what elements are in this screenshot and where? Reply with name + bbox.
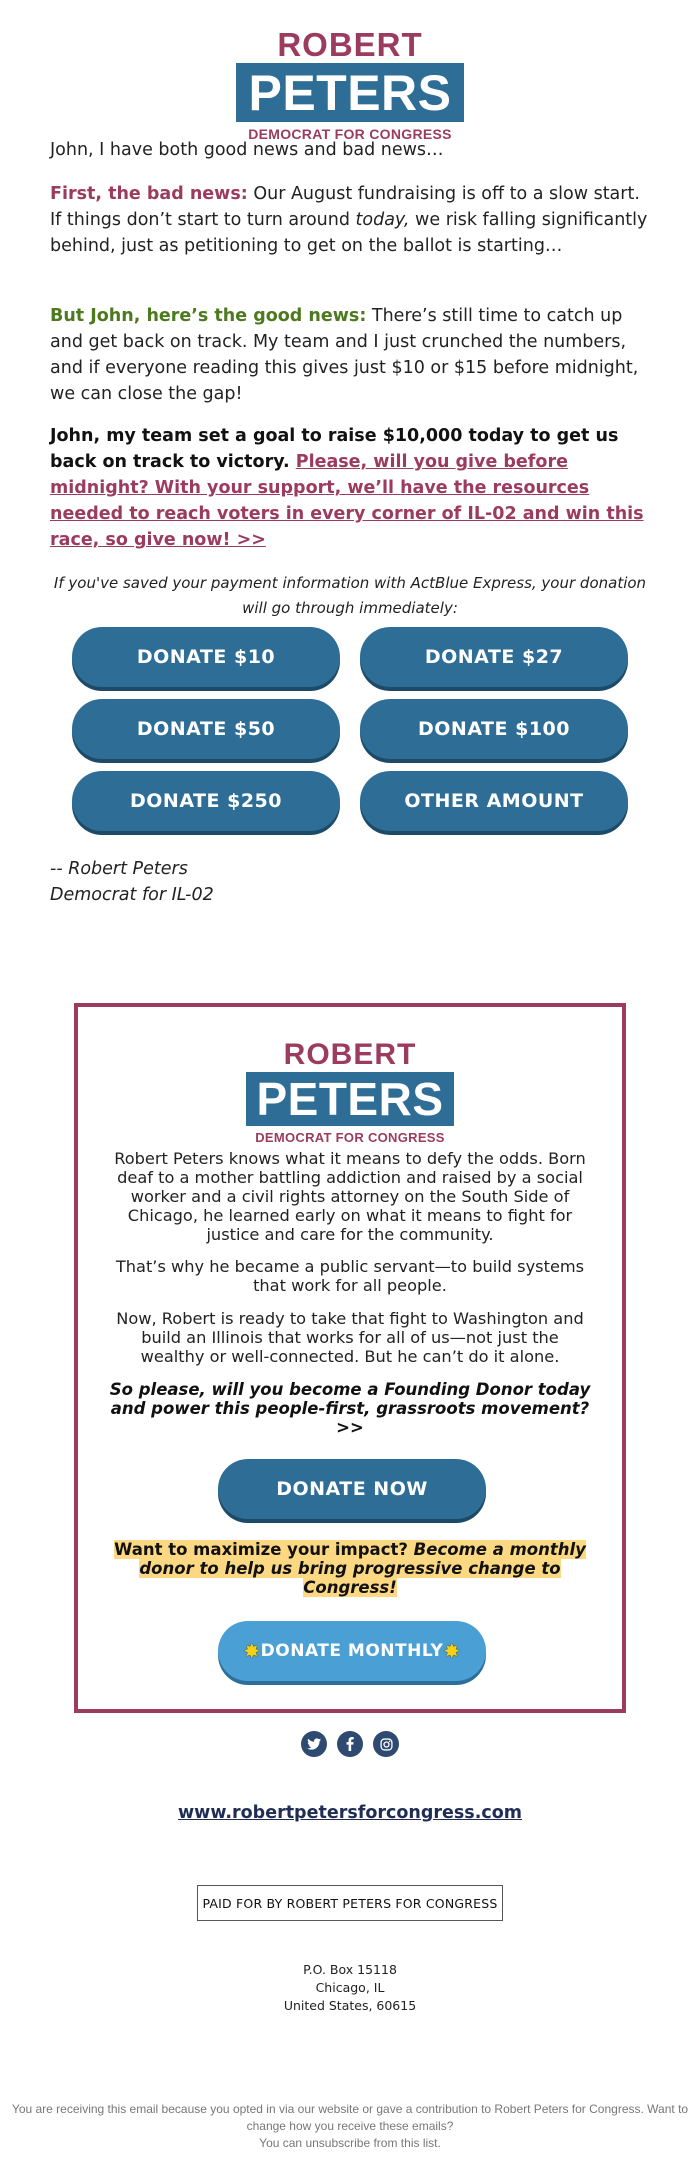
website-link[interactable]: www.robertpetersforcongress.com: [177, 1803, 522, 1823]
twitter-icon[interactable]: [301, 1731, 327, 1757]
bio-box: [74, 1003, 626, 1713]
logo-first-name: ROBERT: [283, 1038, 417, 1071]
good-news-label: But John, here’s the good news:: [50, 306, 367, 326]
donate-250-button[interactable]: DONATE $250: [72, 771, 340, 831]
other-amount-button[interactable]: OTHER AMOUNT: [360, 771, 628, 831]
bio-paragraph-3: Now, Robert is ready to take that fight to Washington and build an Illinois that works for all of us—not just the wealthy or well-connected. But he can’t do it alone.: [116, 1309, 584, 1366]
bad-news-today: today,: [355, 210, 410, 230]
impact-ask: Become a monthly donor to help us bring progressive change to Congress!: [139, 1540, 586, 1597]
actblue-express-note: If you've saved your payment information with ActBlue Express, your donation will go through immediately:: [53, 574, 647, 617]
address-line-2: Chicago, IL: [315, 1980, 385, 1995]
campaign-logo: [0, 28, 700, 141]
bad-news-paragraph: [50, 181, 650, 259]
mailing-address: [0, 1961, 700, 2015]
monthly-impact-text: [108, 1540, 592, 1597]
goal-paragraph: [50, 423, 650, 553]
donate-now-button[interactable]: DONATE NOW: [218, 1459, 486, 1519]
impact-question: Want to maximize your impact?: [114, 1540, 408, 1559]
goal-text: John, my team set a goal to raise $10,000 today to get us back on track to victory.: [50, 426, 619, 472]
donate-50-button[interactable]: DONATE $50: [72, 699, 340, 759]
starburst-icon: ✸: [443, 1639, 461, 1663]
logo-last-name: PETERS: [246, 1072, 453, 1126]
email-footer: [0, 2101, 700, 2152]
starburst-icon: ✸: [243, 1639, 261, 1663]
logo-tagline: DEMOCRAT FOR CONGRESS: [255, 1130, 445, 1145]
logo-first-name: ROBERT: [277, 26, 423, 63]
signature-title: Democrat for IL-02: [50, 885, 214, 905]
facebook-icon[interactable]: [337, 1731, 363, 1757]
optin-notice: You are receiving this email because you opted in via our website or gave a contribution to Robert Peters for Congress. Want to change how you receive these emails?: [11, 2102, 689, 2133]
donate-monthly-button[interactable]: [218, 1621, 486, 1681]
bad-news-text-1: Our August fundraising is off to a slow start. If things don’t start to turn around: [50, 184, 640, 230]
address-line-1: P.O. Box 15118: [303, 1962, 397, 1977]
donate-27-button[interactable]: DONATE $27: [360, 627, 628, 687]
good-news-paragraph: [50, 303, 650, 407]
good-news-text: There’s still time to catch up and get back on track. My team and I just crunched the numbers, and if everyone reading this gives just $10 or $15 before midnight, we can close the gap!: [50, 306, 639, 404]
donate-button-grid: [72, 627, 630, 831]
bad-news-text-2: we risk falling significantly behind, just as petitioning to get on the ballot is starting…: [50, 210, 648, 256]
signature-name: -- Robert Peters: [50, 859, 188, 879]
address-line-3: United States, 60615: [283, 1998, 417, 2013]
logo-last-name: PETERS: [236, 63, 463, 122]
founding-donor-ask: So please, will you become a Founding Donor today and power this people-first, grassroots movement? >>: [109, 1380, 591, 1437]
donate-monthly-label: DONATE MONTHLY: [260, 1641, 444, 1661]
donate-100-button[interactable]: DONATE $100: [360, 699, 628, 759]
logo-tagline: DEMOCRAT FOR CONGRESS: [248, 126, 452, 142]
social-links: [0, 1731, 700, 1757]
bio-paragraph-2: That’s why he became a public servant—to build systems that work for all people.: [115, 1257, 585, 1295]
paid-for-disclaimer: PAID FOR BY ROBERT PETERS FOR CONGRESS: [197, 1885, 503, 1921]
greeting: John, I have both good news and bad news…: [50, 140, 444, 160]
unsubscribe-link[interactable]: You can unsubscribe from this list.: [259, 2136, 441, 2150]
bio-paragraph-1: Robert Peters knows what it means to defy the odds. Born deaf to a mother battling addiction and raised by a social worker and a civil rights attorney on the South Side of Chicago, he learned early on what it means to fight for justice and care for the community.: [114, 1149, 586, 1244]
give-now-link[interactable]: Please, will you give before midnight? With your support, we’ll have the resources needed to reach voters in every corner of IL-02 and win this race, so give now! >>: [50, 452, 644, 550]
campaign-logo-secondary: [78, 1040, 622, 1144]
bad-news-label: First, the bad news:: [50, 184, 248, 204]
instagram-icon[interactable]: [373, 1731, 399, 1757]
signature: [50, 856, 214, 908]
donate-10-button[interactable]: DONATE $10: [72, 627, 340, 687]
